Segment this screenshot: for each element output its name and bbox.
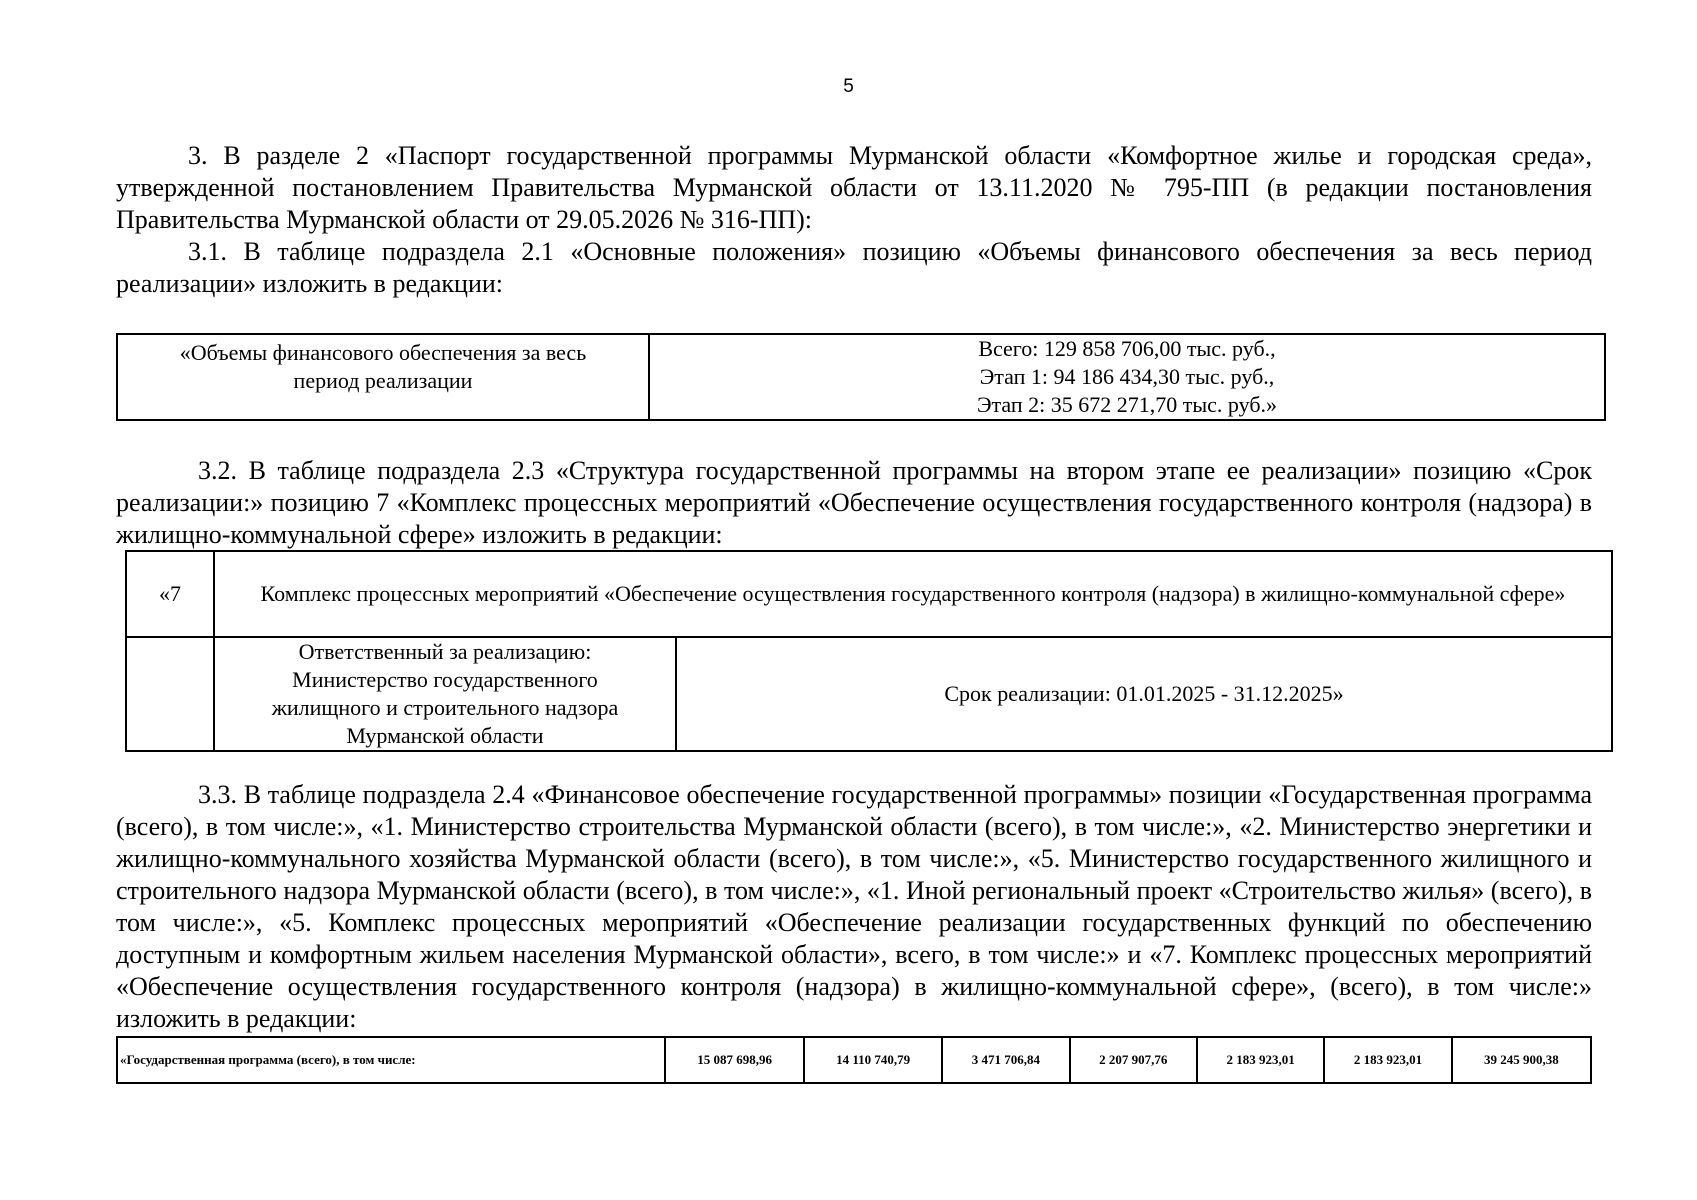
value-cell: 2 183 923,01: [1324, 1037, 1451, 1083]
financing-volume-table: [116, 333, 1606, 421]
financing-stage-1: Этап 1: 94 186 434,30 тыс. руб.,: [979, 364, 1275, 389]
financing-label-cell: [117, 334, 649, 420]
responsible-line: Мурманской области: [346, 723, 544, 748]
financing-table: [116, 1036, 1592, 1084]
complex-title-cell: Комплекс процессных мероприятий «Обеспечение осуществления государственного контроля (надзора) в жилищно-коммунальной сфере»: [214, 551, 1612, 637]
empty-cell: [126, 637, 214, 751]
responsible-cell: [214, 637, 676, 751]
financing-label-line: период реализации: [293, 368, 473, 393]
row-label-cell: «Государственная программа (всего), в том числе:: [117, 1037, 665, 1083]
financing-label-line: «Объемы финансового обеспечения за весь: [179, 340, 587, 365]
paragraph-section-3-1: [116, 236, 1592, 300]
position-number-cell: «7: [126, 551, 214, 637]
paragraph-section-3-2: [116, 455, 1592, 551]
paragraph-text: 3.2. В таблице подраздела 2.3 «Структура государственной программы на втором этапе ее реализации» позицию «Срок реализации:» позицию 7 «Комплекс процессных мероприятий «Обеспечение осуществления государственного контроля (надзора) в жилищно-коммунальной сфере» изложить в редакции:: [116, 456, 1592, 549]
financing-stage-2: Этап 2: 35 672 271,70 тыс. руб.»: [976, 392, 1278, 417]
responsible-line: жилищного и строительного надзора: [271, 695, 619, 720]
financing-total: Всего: 129 858 706,00 тыс. руб.,: [978, 336, 1276, 361]
value-cell: 2 207 907,76: [1070, 1037, 1197, 1083]
paragraph-section-3-3: [116, 779, 1592, 1035]
page-number: 5: [843, 76, 854, 97]
value-cell: 39 245 900,38: [1452, 1037, 1591, 1083]
value-cell: 14 110 740,79: [804, 1037, 942, 1083]
paragraph-text: 3. В разделе 2 «Паспорт государственной программы Мурманской области «Комфортное жилье и городская среда», утвержденной постановлением Правительства Мурманской области от 13.11.2020 № 795-ПП (в редакции постановления Правительства Мурманской области от 29.05.2026 № 316-ПП):: [116, 141, 1592, 234]
financing-values-cell: [649, 334, 1605, 420]
value-cell: 3 471 706,84: [942, 1037, 1069, 1083]
paragraph-text: 3.1. В таблице подраздела 2.1 «Основные положения» позицию «Объемы финансового обеспечения за весь период реализации» изложить в редакции:: [116, 237, 1592, 298]
responsible-line: Ответственный за реализацию:: [298, 639, 592, 664]
value-cell: 15 087 698,96: [665, 1037, 804, 1083]
term-cell: Срок реализации: 01.01.2025 - 31.12.2025»: [676, 637, 1612, 751]
paragraph-text: 3.3. В таблице подраздела 2.4 «Финансовое обеспечение государственной программы» позиции «Государственная программа (всего), в том числе:», «1. Министерство строительства Мурманской области (всего), в том числе:», «2. Министерство энергетики и жилищно-коммунального хозяйства Мурманской области (всего), в том числе:», «5. Министерство государственного жилищного и строительного надзора Мурманской области (всего), в том числе:», «1. Иной региональный проект «Строительство жилья» (всего), в том числе:», «5. Комплекс процессных мероприятий «Обеспечение реализации государственных функций по обеспечению доступным и комфортным жильем населения Мурманской области», всего, в том числе:» и «7. Комплекс процессных мероприятий «Обеспечение осуществления государственного контроля (надзора) в жилищно-коммунальной сфере», (всего), в том числе:» изложить в редакции:: [116, 780, 1592, 1033]
value-cell: 2 183 923,01: [1197, 1037, 1324, 1083]
table-row: [126, 637, 1612, 751]
table-row: [117, 334, 1605, 420]
responsible-line: Министерство государственного: [292, 667, 598, 692]
paragraph-section-3: [116, 140, 1592, 236]
table-row: [117, 1037, 1591, 1083]
program-structure-table: [125, 550, 1613, 752]
table-row: [126, 551, 1612, 637]
